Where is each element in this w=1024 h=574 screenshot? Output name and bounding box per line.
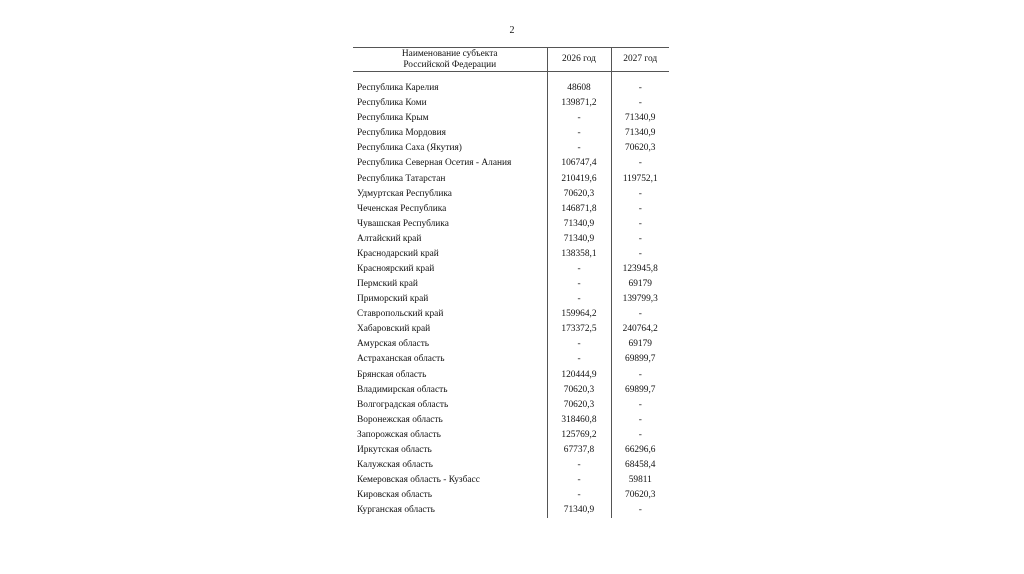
value-2026-cell: 125769,2 [547, 428, 611, 443]
value-2026-cell: - [547, 277, 611, 292]
value-2027-cell: 68458,4 [611, 458, 669, 473]
value-2026-cell: 71340,9 [547, 503, 611, 518]
value-2026-cell: 138358,1 [547, 247, 611, 262]
subsidy-table-container [353, 47, 669, 518]
region-name-cell: Республика Саха (Якутия) [357, 143, 462, 154]
value-2026-cell: 318460,8 [547, 413, 611, 428]
table-row [353, 322, 669, 337]
table-row [353, 81, 669, 96]
header-2027: 2027 год [611, 48, 669, 72]
table-row [353, 398, 669, 413]
region-name-cell: Чеченская Республика [357, 203, 447, 214]
value-2026-cell: - [547, 337, 611, 352]
value-2026-cell: 139871,2 [547, 96, 611, 111]
table-row [353, 111, 669, 126]
table-row [353, 171, 669, 186]
value-2027-cell: - [611, 503, 669, 518]
table-row [353, 247, 669, 262]
table-body [353, 72, 669, 519]
value-2026-cell: 71340,9 [547, 232, 611, 247]
value-2026-cell: 159964,2 [547, 307, 611, 322]
value-2026-cell: 71340,9 [547, 217, 611, 232]
region-name-cell: Астраханская область [357, 354, 445, 365]
value-2026-cell: - [547, 111, 611, 126]
value-2027-cell: 139799,3 [611, 292, 669, 307]
region-name-cell: Волгоградская область [357, 399, 449, 410]
value-2027-cell: 240764,2 [611, 322, 669, 337]
table-row [353, 277, 669, 292]
value-2027-cell: 66296,6 [611, 443, 669, 458]
region-name-cell: Республика Карелия [357, 83, 439, 94]
spacer-cell [611, 72, 669, 82]
table-row [353, 383, 669, 398]
value-2027-cell: 59811 [611, 473, 669, 488]
table-row [353, 458, 669, 473]
table-row [353, 232, 669, 247]
value-2027-cell: - [611, 96, 669, 111]
table-row [353, 126, 669, 141]
table-row [353, 413, 669, 428]
value-2026-cell: - [547, 352, 611, 367]
table-header [353, 48, 669, 72]
table-row [353, 202, 669, 217]
value-2027-cell: 71340,9 [611, 111, 669, 126]
value-2027-cell: - [611, 247, 669, 262]
value-2027-cell: - [611, 187, 669, 202]
value-2026-cell: - [547, 458, 611, 473]
region-name-cell: Алтайский край [357, 233, 422, 244]
value-2027-cell: 69179 [611, 277, 669, 292]
header-spacer-row [353, 72, 669, 82]
region-name-cell: Республика Татарстан [357, 173, 446, 184]
value-2026-cell: 70620,3 [547, 187, 611, 202]
header-region-name-line1: Наименование субъекта [401, 48, 498, 59]
table-row [353, 156, 669, 171]
value-2026-cell: - [547, 262, 611, 277]
subsidy-table [353, 47, 669, 518]
value-2026-cell: 173372,5 [547, 322, 611, 337]
region-name-cell: Воронежская область [357, 414, 443, 425]
table-row [353, 217, 669, 232]
table-row [353, 187, 669, 202]
region-name-cell: Амурская область [357, 339, 430, 350]
header-region-name [353, 48, 547, 72]
table-row [353, 428, 669, 443]
value-2026-cell: 67737,8 [547, 443, 611, 458]
page-number: 2 [509, 25, 515, 36]
value-2027-cell: - [611, 367, 669, 382]
region-name-cell: Краснодарский край [357, 248, 439, 259]
value-2026-cell: 210419,6 [547, 171, 611, 186]
value-2027-cell: 69899,7 [611, 383, 669, 398]
table-row [353, 307, 669, 322]
value-2027-cell: - [611, 413, 669, 428]
value-2027-cell: - [611, 202, 669, 217]
region-name-cell: Республика Мордовия [357, 128, 446, 139]
value-2026-cell: 70620,3 [547, 398, 611, 413]
header-2026: 2026 год [547, 48, 611, 72]
region-name-cell: Чувашская Республика [357, 218, 449, 229]
region-name-cell: Владимирская область [357, 384, 448, 395]
value-2027-cell: 70620,3 [611, 141, 669, 156]
region-name-cell: Приморский край [357, 294, 429, 305]
value-2026-cell: 146871,8 [547, 202, 611, 217]
value-2026-cell: - [547, 292, 611, 307]
value-2026-cell: - [547, 473, 611, 488]
region-name-cell: Кемеровская область - Кузбасс [357, 475, 480, 486]
value-2027-cell: - [611, 81, 669, 96]
table-row [353, 367, 669, 382]
value-2026-cell: - [547, 488, 611, 503]
value-2027-cell: 123945,8 [611, 262, 669, 277]
value-2027-cell: - [611, 217, 669, 232]
value-2027-cell: 70620,3 [611, 488, 669, 503]
value-2027-cell: 119752,1 [611, 171, 669, 186]
table-row [353, 473, 669, 488]
value-2027-cell: - [611, 398, 669, 413]
value-2026-cell: 120444,9 [547, 367, 611, 382]
spacer-cell [353, 72, 547, 82]
value-2026-cell: 106747,4 [547, 156, 611, 171]
header-region-name-line2: Российской Федерации [403, 59, 497, 70]
region-name-cell: Калужская область [357, 459, 433, 470]
value-2026-cell: 48608 [547, 81, 611, 96]
region-name-cell: Красноярский край [357, 263, 435, 274]
table-row [353, 262, 669, 277]
value-2027-cell: 69899,7 [611, 352, 669, 367]
spacer-cell [547, 72, 611, 82]
region-name-cell: Кировская область [357, 490, 433, 501]
value-2027-cell: 71340,9 [611, 126, 669, 141]
table-row [353, 352, 669, 367]
table-row [353, 141, 669, 156]
value-2026-cell: - [547, 141, 611, 156]
value-2026-cell: - [547, 126, 611, 141]
value-2027-cell: 69179 [611, 337, 669, 352]
region-name-cell: Хабаровский край [357, 324, 431, 335]
table-row [353, 96, 669, 111]
region-name-cell: Ставропольский край [357, 309, 444, 320]
value-2027-cell: - [611, 428, 669, 443]
table-row [353, 503, 669, 518]
value-2027-cell: - [611, 307, 669, 322]
region-name-cell: Курганская область [357, 505, 435, 516]
region-name-cell: Иркутская область [357, 444, 432, 455]
region-name-cell: Брянская область [357, 369, 427, 380]
table-row [353, 488, 669, 503]
table-row [353, 443, 669, 458]
value-2027-cell: - [611, 232, 669, 247]
region-name-cell: Республика Крым [357, 113, 429, 124]
region-name-cell: Пермский край [357, 279, 418, 290]
value-2026-cell: 70620,3 [547, 383, 611, 398]
table-row [353, 292, 669, 307]
region-name-cell: Республика Коми [357, 98, 427, 109]
region-name-cell: Республика Северная Осетия - Алания [357, 158, 512, 169]
region-name-cell: Удмуртская Республика [357, 188, 452, 199]
region-name-cell: Запорожская область [357, 429, 441, 440]
value-2027-cell: - [611, 156, 669, 171]
table-row [353, 337, 669, 352]
